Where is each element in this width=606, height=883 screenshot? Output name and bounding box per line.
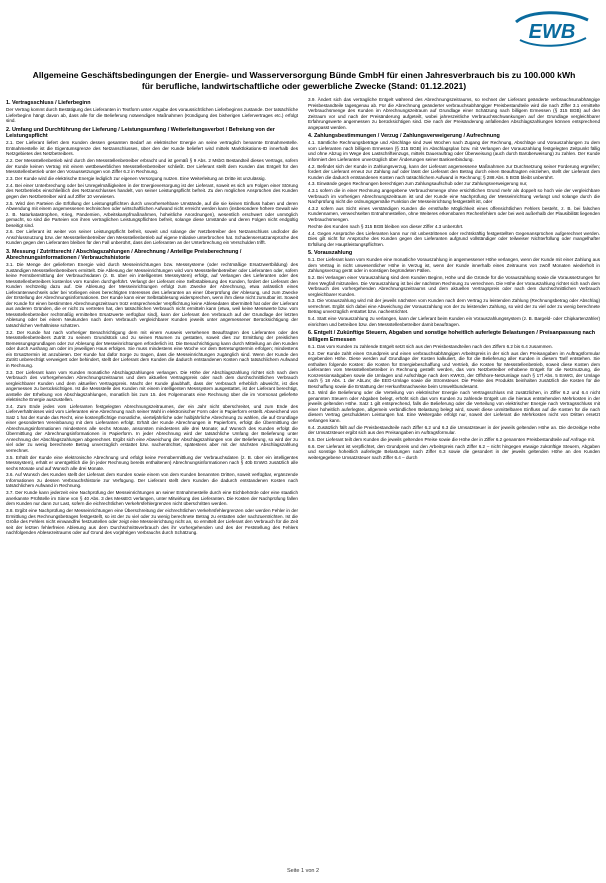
section-heading: 2. Umfang und Durchführung der Lieferung / Leistungsumfang / Weiterleitungsverbot / Befreiung von der Leistungspflicht [6,126,275,140]
ewb-logo-mark [510,8,594,50]
paragraph: 2.4. Bei einer Unterbrechung oder bei Unregelmäßigkeiten in der Energieversorgung ist der Lieferant, soweit es sich um Folgen einer Störung des Netzbetriebs einschließlich des Netzanschlusses handelt, von seiner Leistungspflicht befreit. Zu den möglichen Ansprüchen des Kunden gegen den Netzbetreiber wird auf Ziffer 10 verwiesen. [6,182,298,199]
paragraph: 6.1. Das vom Kunden zu zahlende Entgelt setzt sich aus den Preisbestandteilen nach den Ziffern 6.2 bis 6.4 zusammen. [308,343,553,349]
paragraph: 6.5. Der Lieferant teilt dem Kunden die jeweils geltenden Preise sowie die Höhe der in Ziffer 6.2 genannten Preisbestandteile auf Anfrage mit. [308,437,596,443]
paragraph: 4.3.2 sofern aus Sicht eines verständigen Kunden die ernsthafte Möglichkeit eines offensichtlichen Fehlers besteht, z. B. bei falschen Kundennamen, verwechselten Entnahmestellen, ohne Weiteres erkennbaren Rechenfehlern oder bei weit außerhalb der Plausibilität liegenden Verbrauchsmengen. [308,205,600,222]
paragraph: 5.1. Der Lieferant kann vom Kunden eine monatliche Vorauszahlung in angemessener Höhe verlangen, wenn der Kunde mit einer Zahlung aus dem Vertrag in nicht unwesentlicher Höhe in Verzug ist, wenn der Kunde innerhalb eines Zeitraums von zwölf Monaten wiederholt in Zahlungsverzug gerät oder in sonstigen begründeten Fällen. [308,257,600,274]
paragraph: 5.2. Bei Verlangen einer Vorauszahlung sind dem Kunden Beginn, Höhe und die Gründe für die Vorauszahlung sowie die Voraussetzungen für ihren Wegfall mitzuteilen. Die Vorauszahlung ist bei der nächsten Rechnung zu verrechnen. Die Höhe der Vorauszahlung richtet sich nach dem Verbrauch des vorhergehenden Abrechnungszeitraums und dem aktuellen Vertragspreis oder nach dem durchschnittlichen Verbrauch vergleichbarer Kunden. [308,275,600,297]
section-heading: 6. Entgelt / Zukünftige Steuern, Abgaben und sonstige hoheitlich auferlegte Belastungen / Preisanpassung nach billigem Ermessen [308,330,596,343]
paragraph: 2.5. Wird den Parteien die Erfüllung der Leistungspflichten durch unvorhersehbare Umstände, auf die sie keinen Einfluss haben und deren Abwendung mit einem angemessenen technischen oder wirtschaftlichen Aufwand nicht erreicht werden kann (insbesondere höhere Gewalt wie z. B. Naturkatastrophen, Krieg, Pandemien, Arbeitskampfmaßnahmen, hoheitliche Anordnungen), wesentlich erschwert oder unmöglich gemacht, so sind die Parteien von ihren vertraglichen Leistungspflichten befreit, solange diese Umstände und deren Folgen nicht endgültig beseitigt sind. [6,200,298,228]
paragraph: Der Vertrag kommt durch Bestätigung des Lieferanten in Textform unter Angabe des voraussichtlichen Lieferbeginns zustande. Der tatsächliche Lieferbeginn hängt davon ab, dass alle für die Belieferung notwendigen Maßnahmen (Kündigung des bisherigen Liefervertrages etc.) erfolgt sind. [6,107,298,124]
paragraph: Rechte des Kunden nach § 315 BGB bleiben von dieser Ziffer 4.3 unberührt. [308,223,464,229]
paragraph: 2.1. Der Lieferant liefert dem Kunden dessen gesamten Bedarf an elektrischer Energie an seine vertraglich benannte Entnahmestelle. Entnahmestelle ist die Eigentumsgrenze des Netzanschlusses, über den der Kunde beliefert wird mittels Marktlokations-ID innerhalb des Netzgebietes des Netzbetreibers. [6,140,298,157]
paragraph: 3.6. Auf Wunsch des Kunden stellt der Lieferant dem Kunden sowie einem von dem Kunden benannten Dritten, soweit verfügbar, ergänzende Informationen zu dessen Verbrauchshistorie zur Verfügung. Der Lieferant stellt dem Kunden die dadurch entstandenen Kosten nach tatsächlichem Aufwand in Rechnung. [6,472,298,489]
section-heading: 5. Vorauszahlung [308,250,353,257]
paragraph: 3.3. Der Lieferant kann vom Kunden monatliche Abschlagszahlungen verlangen. Die Höhe der Abschlagszahlung richtet sich nach dem Verbrauch des vorhergehenden Abrechnungszeitraums und dem aktuellen Vertragspreis oder nach dem durchschnittlichen Verbrauch vergleichbarer Kunden und dem aktuellen Vertragspreis. Macht der Kunde glaubhaft, dass der Verbrauch erheblich abweicht, ist dies angemessen zu berücksichtigen. Ist die Messstelle des Kunden mit einem intelligenten Messsystem ausgestattet, ist der Lieferant berechtigt, anstelle der Erhebung von Abschlagszahlungen, monatlich bis zum 15. des Folgemonats eine Rechnung über die im Vormonat gelieferte elektrische Energie auszustellen. [6,369,298,403]
ewb-logo-text: EWB [528,21,576,43]
paragraph: 4.3.1 sofern die in einer Rechnung angegebene Verbrauchsmenge ohne ersichtlichen Grund mehr als doppelt so hoch wie der vergleichbare Verbrauch im vorherigen Abrechnungszeitraum ist und der Kunde eine Nachprüfung der Messeinrichtung verlangt und solange durch die Nachprüfung nicht die ordnungsgemäße Funktion der Messeinrichtung festgestellt ist, oder [308,188,600,205]
page-title: Allgemeine Geschäftsbedingungen der Energie- und Wasserversorgung Bünde GmbH für einen Jahresverbrauch bis zu 100.000 kWh für berufliche, landwirtschaftliche oder gewerbliche Zwecke (Stand: 01.12.2021) [32,70,576,91]
ewb-logo [510,8,594,50]
paragraph: 2.3. Der Kunde wird die elektrische Energie lediglich zur eigenen Versorgung nutzen. Eine Weiterleitung an Dritte ist unzulässig. [6,175,266,181]
section-heading: 1. Vertragsschluss / Lieferbeginn [6,100,91,106]
terms-body [6,97,600,849]
page-footer: Seite 1 von 2 [286,868,320,874]
paragraph: 6.2. Der Kunde zahlt einen Grundpreis und einen verbrauchsabhängigen Arbeitspreis in der sich aus den Preisangaben im Auftragsformular ergebenden Höhe. Diese werden auf Grundlage der Kosten kalkuliert, die für die Belieferung aller Kunden in diesem Tarif entstehen. Sie enthalten folgende Kosten: die Kosten für Energiebeschaffung und Vertrieb, die Kosten für Messstellenbetrieb, soweit diese Kosten dem Lieferanten vom Messstellenbetreiber in Rechnung gestellt werden, das vom Netzbetreiber erhobene Entgelt für die Netznutzung, die Konzessionsabgaben sowie die Umlagen und Aufschläge nach dem KWKG, der Offshore-Netzumlage nach § 17f Abs. 5 EnWG, der Umlage nach § 18 Abs. 1 der AbLaV, die EEG-Umlage sowie die Stromsteuer. Die Preise des Produkts beinhalten zusätzlich die Kosten für die Beschaffung sowie die Erstattung der Herkunftsnachweise beim Umweltbundesamt. [308,350,600,389]
paragraph: 2.6. Der Lieferant ist weiter von seiner Leistungspflicht befreit, soweit und solange der Netzbetreiber den Netzanschluss und/oder die Anschlussnutzung bzw. der Messstellenbetreiber den Messstellenbetrieb auf eigene Initiative unterbrochen hat. Schadensersatzansprüche des Kunden gegen den Lieferanten bleiben für den Fall unberührt, dass den Lieferanten an der Unterbrechung ein Verschulden trifft. [6,229,298,246]
paragraph: 3.8. Ergibt eine Nachprüfung der Messeinrichtungen eine Überschreitung der eichrechtlichen Verkehrsfehlergrenzen oder werden Fehler in der Ermittlung des Rechnungsbetrages festgestellt, so ist der zu viel oder zu wenig berechnete Betrag zu erstatten oder nachzuentrichten. Ist die Größe des Fehlers nicht einwandfrei festzustellen oder zeigt eine Messeinrichtung nicht an, so ermittelt der Lieferant den Verbrauch für die Zeit seit der letzten fehlerfreien Ablesung aus dem Durchschnittsverbrauch des ihr vorhergehenden und des der Feststellung des Fehlers nachfolgenden Ablesezeitraums oder auf Grund des vorjährigen Verbrauchs durch Schätzung. [6,508,298,536]
paragraph: 6.6. Der Lieferant ist verpflichtet, den Grundpreis und den Arbeitspreis nach Ziffer 6.2 – nicht hingegen etwaige zukünftige Steuern, Abgaben und sonstige hoheitlich auferlegte Belastungen nach Ziffer 6.3 sowie die gesondert in der jeweils geltenden Höhe an den Kunden weitergegebene Umsatzsteuer nach Ziffer 6.4 – durch [308,443,600,460]
paragraph: 3.9. Ändert sich das vertragliche Entgelt während des Abrechnungszeitraums, so rechnet der Lieferant geänderte verbrauchsunabhängige Preisbestandteile tagesgenau ab. Für die Abrechnung geänderter verbrauchsabhängiger Preisbestandteile wird die nach Ziffer 3.1 ermittelte Verbrauchsmenge des Kunden im Abrechnungszeitraum auf Grundlage einer Schätzung nach billigem Ermessen (§ 315 BGB) auf den Zeitraum vor und nach der Preisänderung aufgeteilt, wobei jahreszeitliche Verbrauchsschwankungen auf der Grundlage vergleichbarer Erfahrungswerte angemessen zu berücksichtigen sind. Die nach der Preisänderung anfallenden Abschlagszahlungen können entsprechend angepasst werden. [308,97,600,130]
paragraph: 6.4. Zusätzlich fällt auf die Preisbestandteile nach Ziffer 6.2 und 6.3 die Umsatzsteuer in der jeweils geltenden Höhe an. Die derzeitige Höhe der Umsatzsteuer ergibt sich aus den Preisangaben im Auftragsformular. [308,424,600,436]
paragraph: 5.4. Statt eine Vorauszahlung zu verlangen, kann der Lieferant beim Kunden ein Vorauszahlungssystem (z. B. Bargeld- oder Chipkartenzähler) einrichten und betreiben bzw. den Messstellenbetreiber damit beauftragen. [308,316,600,327]
left-column [6,97,298,849]
paragraph: 4.1. Sämtliche Rechnungsbeträge und Abschläge sind zwei Wochen nach Zugang der Rechnung, Abschläge und Vorauszahlungen zu dem vom Lieferanten nach billigem Ermessen (§ 315 BGB) im Abschlagsplan bzw. mit Verlangen der Vorauszahlung festgelegten Zeitpunkt fällig und ohne Abzug im Wege des Lastschrifteinzugs, mittels Dauerauftrag oder Überweisung (auch durch Barüberweisung) zu zahlen. Der Kunde informiert den Lieferanten unverzüglich über Änderungen seiner Bankverbindung. [308,140,600,162]
right-column [308,97,600,849]
paragraph: 4.2. Befindet sich der Kunde in Zahlungsverzug, kann der Lieferant angemessene Maßnahmen zur Durchsetzung seiner Forderung ergreifen; fordert der Lieferant erneut zur Zahlung auf oder lässt der Lieferant den Betrag durch einen Beauftragten einziehen, stellt der Lieferant dem Kunden die dadurch entstandenen Kosten nach tatsächlichem Aufwand in Rechnung; § 288 Abs. 5 BGB bleibt unberührt. [308,163,600,180]
paragraph: 3.2. Der Kunde hat nach vorheriger Benachrichtigung dem mit einem Ausweis versehenen Beauftragten des Lieferanten oder des Messstellenbetreibers Zutritt zu seinem Grundstück und zu seinen Räumen zu gestatten, soweit dies zur Ermittlung der preislichen Bemessungsgrundlagen oder zur Ablesung der Messeinrichtungen erforderlich ist. Die Benachrichtigung kann durch Mitteilung an den Kunden oder durch Aushang am oder im jeweiligen Haus erfolgen. Sie muss mindestens eine Woche vor dem Betretungstermin erfolgen; mindestens ein Ersatztermin ist anzubieten. Der Kunde hat dafür Sorge zu tragen, dass die Messeinrichtungen zugänglich sind. Wenn der Kunde den Zutritt unberechtigt verweigert oder behindert, stellt der Lieferant dem Kunden die dadurch entstandenen Kosten nach tatsächlichem Aufwand in Rechnung. [6,329,298,368]
section-heading: 4. Zahlungsbestimmungen / Verzug / Zahlungsverweigerung / Aufrechnung [308,133,500,139]
paragraph: 4.3. Einwände gegen Rechnungen berechtigen zum Zahlungsaufschub oder zur Zahlungsverweigerung nur, [308,181,528,187]
paragraph: 6.3. Wird die Belieferung oder die Verteilung von elektrischer Energie nach Vertragsschluss mit zusätzlichen, in Ziffer 6.2 und 6.4 nicht genannten Steuern oder Abgaben belegt, erhöht sich das vom Kunden zu zahlende Entgelt um die hieraus entstehenden Mehrkosten in der jeweils geltenden Höhe. Satz 1 gilt entsprechend, falls die Belieferung oder die Verteilung von elektrischer Energie nach Vertragsschluss mit einer hoheitlich auferlegten, allgemein verbindlichen Belastung belegt wird, soweit diese unmittelbaren Einfluss auf die Kosten für die nach diesem Vertrag geschuldeten Leistungen hat. Eine Weitergabe erfolgt nur, soweit der Lieferant die Mehrkosten nicht von Dritten ersetzt verlangen kann. [308,390,600,423]
paragraph: 5.3. Die Vorauszahlung wird mit der jeweils nächsten vom Kunden nach dem Vertrag zu leistenden Zahlung (Rechnungsbetrag oder Abschlag) verrechnet. Ergibt sich dabei eine Abweichung der Vorauszahlung von der zu leistenden Zahlung, so wird der zu viel oder zu wenig berechnete Betrag unverzüglich erstattet bzw. nachentrichtet. [308,298,600,315]
paragraph: 2.2. Der Messstellenbetrieb wird durch den Messstellenbetreiber erbracht und ist gemäß § 9 Abs. 2 MsbG Bestandteil dieses Vertrags, sofern der Kunde keinen Vertrag mit einem wettbewerblichen Messstellenbetreiber schließt. Der Lieferant stellt dem Kunden das Entgelt für den Messstellenbetrieb unter den Voraussetzungen von Ziffer 6.2 in Rechnung. [6,158,298,175]
paragraph: 3.1. Die Menge der gelieferten Energie wird durch Messeinrichtungen bzw. Messsysteme (oder rechtmäßige Ersatzwertbildung) des zuständigen Messstellenbetreibers ermittelt. Die Ablesung der Messeinrichtungen wird vom Messstellenbetreiber oder Lieferanten oder, sofern keine Fernübermittlung der Verbrauchsdaten (z. B. über ein intelligentes Messsystem) erfolgt, auf Verlangen des Lieferanten oder des Messstellenbetreibers kostenlos vom Kunden durchgeführt. Verlangt der Lieferant eine Selbstablesung des Kunden, fordert der Lieferant den Kunden rechtzeitig dazu auf. Die Ablesung der Messeinrichtungen erfolgt zum Zwecke der Abrechnung, etwa anlässlich eines Lieferantenwechsels oder bei Vorliegen eines berechtigten Interesses des Lieferanten an einer Überprüfung der Ablesung, und zum Zwecke der Erstellung der Abrechnungsinformationen. Der Kunde kann einer Selbstablesung widersprechen, wenn ihm diese nicht zumutbar ist. Soweit der Kunde für einen bestimmten Abrechnungszeitraum trotz entsprechender Verpflichtung keine Ablesedaten übermittelt hat oder der Lieferant aus anderen Gründen, die er nicht zu vertreten hat, den tatsächlichen Verbrauch nicht ermitteln kann (etwa, weil keine Messwerte bzw. vom Messstellenbetreiber rechtmäßig ermittelten Ersatzwerte verfügbar sind), kann der Lieferant den Verbrauch auf der Grundlage der letzten Ablesung oder bei einem Neukunden nach dem Verbrauch vergleichbarer Kunden jeweils unter angemessener Berücksichtigung der tatsächlichen Verhältnisse schätzen. [6,262,298,328]
section-heading: 3. Messung / Zutrittsrecht / Abschlagszahlungen / Abrechnung / Anteilige Preisberechnung / Abrechnungsinformationen / Verbrauchshistorie [6,248,242,262]
paragraph: 3.7. Der Kunde kann jederzeit eine Nachprüfung der Messeinrichtungen an seiner Entnahmestelle durch eine Eichbehörde oder eine staatlich anerkannte Prüfstelle im Sinne von § 40 Abs. 3 des MessEG verlangen, unter Mitwirkung des Lieferanten. Die Kosten der Nachprüfung fallen dem Kunden nur dann zur Last, sofern die eichrechtlichen Verkehrsfehlergrenzen nicht überschritten werden. [6,490,298,507]
paragraph: 4.4. Gegen Ansprüche des Lieferanten kann nur mit unbestrittenen oder rechtskräftig festgestellten Gegenansprüchen aufgerechnet werden. Dies gilt nicht für Ansprüche des Kunden gegen den Lieferanten aufgrund vollständiger oder teilweiser Nichterfüllung oder mangelhafter Erfüllung der Hauptleistungspflichten. [308,230,600,247]
paragraph: 3.4. Zum Ende jedes vom Lieferanten festgelegten Abrechnungszeitraumes, der ein Jahr nicht überschreitet, und zum Ende des Lieferverhältnisses wird vom Lieferanten eine Abrechnung nach seiner Wahl in elektronischer Form oder in Papierform erstellt. Abweichend von Satz 1 hat der Kunde das Recht, eine kostenpflichtige monatliche, vierteljährliche oder halbjährliche Abrechnung zu wählen, die auf Grundlage einer gesonderten Vereinbarung mit dem Lieferanten erfolgt. Erhält der Kunde Abrechnungen in Papierform, erfolgt die Übermittlung der Abrechnungsinformationen mindestens alle sechs Monate, ansonsten mindestens alle drei Monate; auf Wunsch des Kunden erfolgt die Übermittlung der Abrechnungsinformationen in Papierform. In jeder Abrechnung wird der tatsächliche Umfang der Belieferung unter Anrechnung der Abschlagszahlungen abgerechnet. Ergibt sich eine Abweichung der Abschlagszahlungen von der Belieferung, so wird der zu viel oder zu wenig berechnete Betrag unverzüglich erstattet bzw. nachentrichtet, spätestens aber mit der nächsten Abschlagszahlung verrechnet. [6,403,298,453]
paragraph: 3.5. Erhält der Kunde eine elektronische Abrechnung und erfolgt keine Fernübermittlung der Verbrauchsdaten (z. B. über ein intelligentes Messsystem), erhält er unentgeltlich die (in jeder Rechnung bereits enthaltenen) Abrechnungsinformationen nach § 40b EnWG zusätzlich alle sechs Monate und auf Wunsch alle drei Monate. [6,454,298,471]
